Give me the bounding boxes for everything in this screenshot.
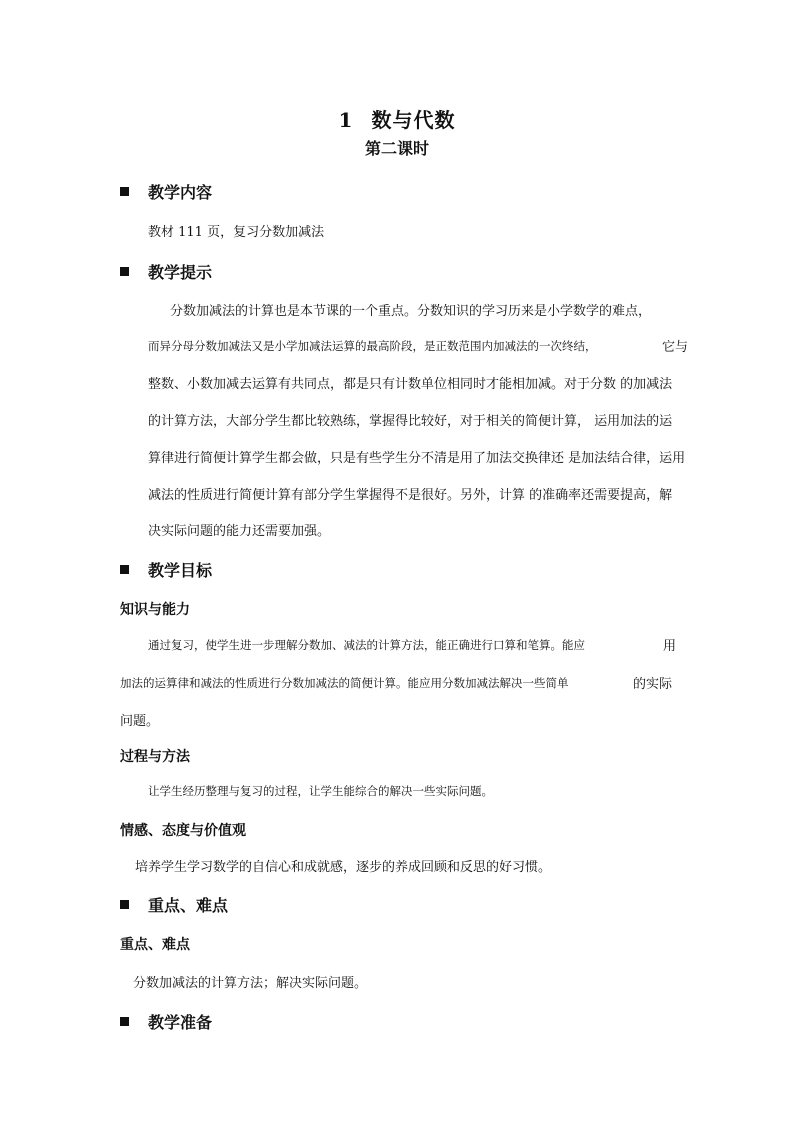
hints-line-3: 整数、小数加减去运算有共同点，都是只有计数单位相同时才能相加减。对于分数 的加减法 (148, 377, 673, 392)
knowledge-line-1: 通过复习，使学生进一步理解分数加、减法的计算方法，能正确进行口算和笔算。能应 (148, 638, 585, 652)
goals-emotion-heading: 情感、态度与价值观 (120, 823, 246, 839)
square-bullet-icon (120, 565, 129, 574)
knowledge-line-1-tail: 用 (663, 639, 677, 654)
knowledge-line-2: 加法的运算律和减法的性质进行分数加减法的简便计算。能应用分数加减法解决一些简单 (120, 676, 569, 690)
key-points-line: 分数加减法的计算方法；解决实际问题。 (133, 976, 368, 991)
hints-line-7: 决实际问题的能力还需要加强。 (148, 524, 331, 539)
section-heading-goals: 教学目标 (120, 558, 212, 581)
title-number: 1 (338, 108, 354, 132)
section-heading-key-points: 重点、难点 (120, 893, 228, 916)
hints-line-2-tail: 它与 (662, 340, 689, 355)
content-line: 教材 111 页，复习分数加减法 (148, 225, 325, 240)
knowledge-line-2-tail: 的实际 (633, 677, 673, 692)
emotion-line: 培养学生学习数学的自信心和成就感，逐步的养成回顾和反思的好习惯。 (135, 860, 552, 875)
hints-line-6: 减法的性质进行简便计算有部分学生掌握得不是很好。另外，计算 的准确率还需要提高，解 (148, 488, 673, 503)
process-line: 让学生经历整理与复习的过程，让学生能综合的解决一些实际问题。 (148, 784, 493, 798)
section-heading-content: 教学内容 (120, 180, 212, 203)
square-bullet-icon (120, 267, 129, 276)
square-bullet-icon (120, 187, 129, 196)
hints-line-2: 而异分母分数加减法又是小学加减法运算的最高阶段，是正数范围内加减法的一次终结， (148, 339, 597, 353)
key-points-subheading: 重点、难点 (120, 937, 190, 953)
hints-line-4: 的计算方法，大部分学生都比较熟练，掌握得比较好，对于相关的简便计算， 运用加法的运 (148, 414, 673, 429)
square-bullet-icon (120, 1017, 129, 1026)
square-bullet-icon (120, 900, 129, 909)
page-subtitle: 第二课时 (364, 139, 429, 158)
section-heading-prep: 教学准备 (120, 1010, 212, 1033)
title-text: 数与代数 (371, 108, 456, 132)
page-title (0, 104, 794, 133)
goals-knowledge-heading: 知识与能力 (120, 602, 190, 618)
hints-line-1: 分数加减法的计算也是本节课的一个重点。分数知识的学习历来是小学数学的难点， (170, 304, 652, 319)
knowledge-line-3: 问题。 (120, 714, 160, 729)
section-heading-hints: 教学提示 (120, 260, 212, 283)
goals-process-heading: 过程与方法 (120, 749, 190, 765)
hints-line-5: 算律进行简便计算学生都会做，只是有些学生分不清是用了加法交换律还 是加法结合律，运用 (148, 451, 686, 466)
